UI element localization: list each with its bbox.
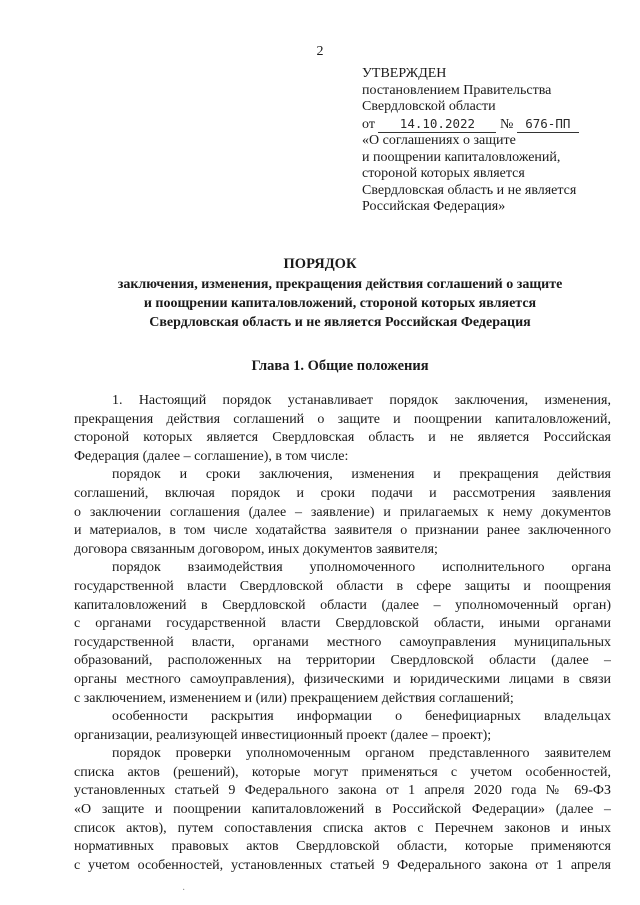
text-line: порядок и сроки заключения, изменения и прекращения действия (112, 467, 611, 483)
approval-block (362, 66, 622, 216)
approval-line-1: постановлением Правительства (362, 82, 552, 98)
text-line: договора связанным договором, иных документов заявителя; (74, 541, 438, 557)
text-line: государственной власти Свердловской области в сфере защиты и поощрения (74, 578, 611, 594)
text-line: 1. Настоящий порядок устанавливает порядок заключения, изменения, (112, 393, 611, 408)
handwritten-number: 676-ПП (517, 116, 579, 134)
text-line: Федерация (далее – соглашение), в том числе: (74, 448, 349, 464)
text-line: список актов), путем сопоставления списка актов с Перечнем законов и иных (74, 820, 611, 836)
subtitle-line: Свердловская область и не является Российская Федерация (149, 315, 531, 330)
text-line: установленных статьей 9 Федерального закона от 1 апреля 2020 года № 69-ФЗ (74, 783, 611, 799)
page-number: 2 (316, 44, 324, 59)
text-line: порядок взаимодействия уполномоченного исполнительного органа (112, 560, 611, 576)
text-line: стороной которых является Свердловская область и не является Российская (74, 430, 611, 446)
text-line: с органами государственной власти Свердловской области, иными органами (74, 616, 611, 632)
text-line: соглашений, включая порядок и сроки подачи и рассмотрения заявления (74, 485, 611, 501)
chapter-heading: Глава 1. Общие положения (251, 358, 429, 374)
text-line: порядок проверки уполномоченным органом представленного заявителем (112, 746, 611, 762)
approval-ref-line: Российская Федерация» (362, 199, 506, 214)
text-line: особенности раскрытия информации о бенефициарных владельцах (112, 709, 611, 725)
approval-ref-line: «О соглашениях о защите (362, 133, 516, 148)
approval-ref-line: и поощрении капиталовложений, (362, 149, 561, 165)
approval-title: УТВЕРЖДЕН (362, 66, 447, 81)
text-line: органы местного самоуправления), физическими и юридическими лицами в связи (74, 671, 611, 687)
document-subtitle (70, 275, 610, 332)
text-line: списка актов (решений), которые могут применяться с учетом особенностей, (74, 764, 611, 780)
text-line: и материалов, в том числе ходатайства заявителя о признании ранее заключенного (74, 523, 611, 539)
text-line: нормативных правовых актов Свердловской области, которые применяются (74, 839, 611, 855)
subtitle-line: и поощрении капиталовложений, стороной которых является (143, 296, 537, 311)
document-title: ПОРЯДОК (283, 256, 357, 272)
date-prefix: от (362, 116, 375, 132)
text-line: с учетом особенностей, установленных статьей 9 Федерального закона от 1 апреля (74, 857, 611, 873)
text-line: о заключении соглашения (далее – заявление) и прилагаемых к нему документов (74, 504, 611, 520)
stray-mark: · (182, 885, 186, 896)
text-line: организации, реализующей инвестиционный проект (далее – проект); (74, 727, 492, 743)
text-line: прекращения действия соглашений о защите и поощрении капиталовложений, (74, 411, 611, 427)
approval-ref-line: Свердловская область и не является (362, 182, 577, 198)
body-text (74, 392, 611, 875)
handwritten-date: 14.10.2022 (378, 116, 496, 134)
text-line: с заключением, изменением и (или) прекращением действия соглашений; (74, 690, 514, 706)
text-line: образований, расположенных на территории Свердловской области (далее – (74, 653, 611, 669)
text-line: государственной власти, органами местного самоуправления муниципальных (74, 634, 611, 650)
approval-date-line (362, 116, 622, 134)
number-prefix: № (499, 116, 514, 132)
text-line: «О защите и поощрении капиталовложений в Российской Федерации» (далее – (74, 802, 611, 818)
approval-ref-line: стороной которых является (362, 166, 525, 181)
subtitle-line: заключения, изменения, прекращения действия соглашений о защите (117, 277, 563, 292)
approval-line-2: Свердловской области (362, 99, 496, 114)
text-line: капиталовложений в Свердловской области (далее – уполномоченный орган) (74, 597, 611, 613)
